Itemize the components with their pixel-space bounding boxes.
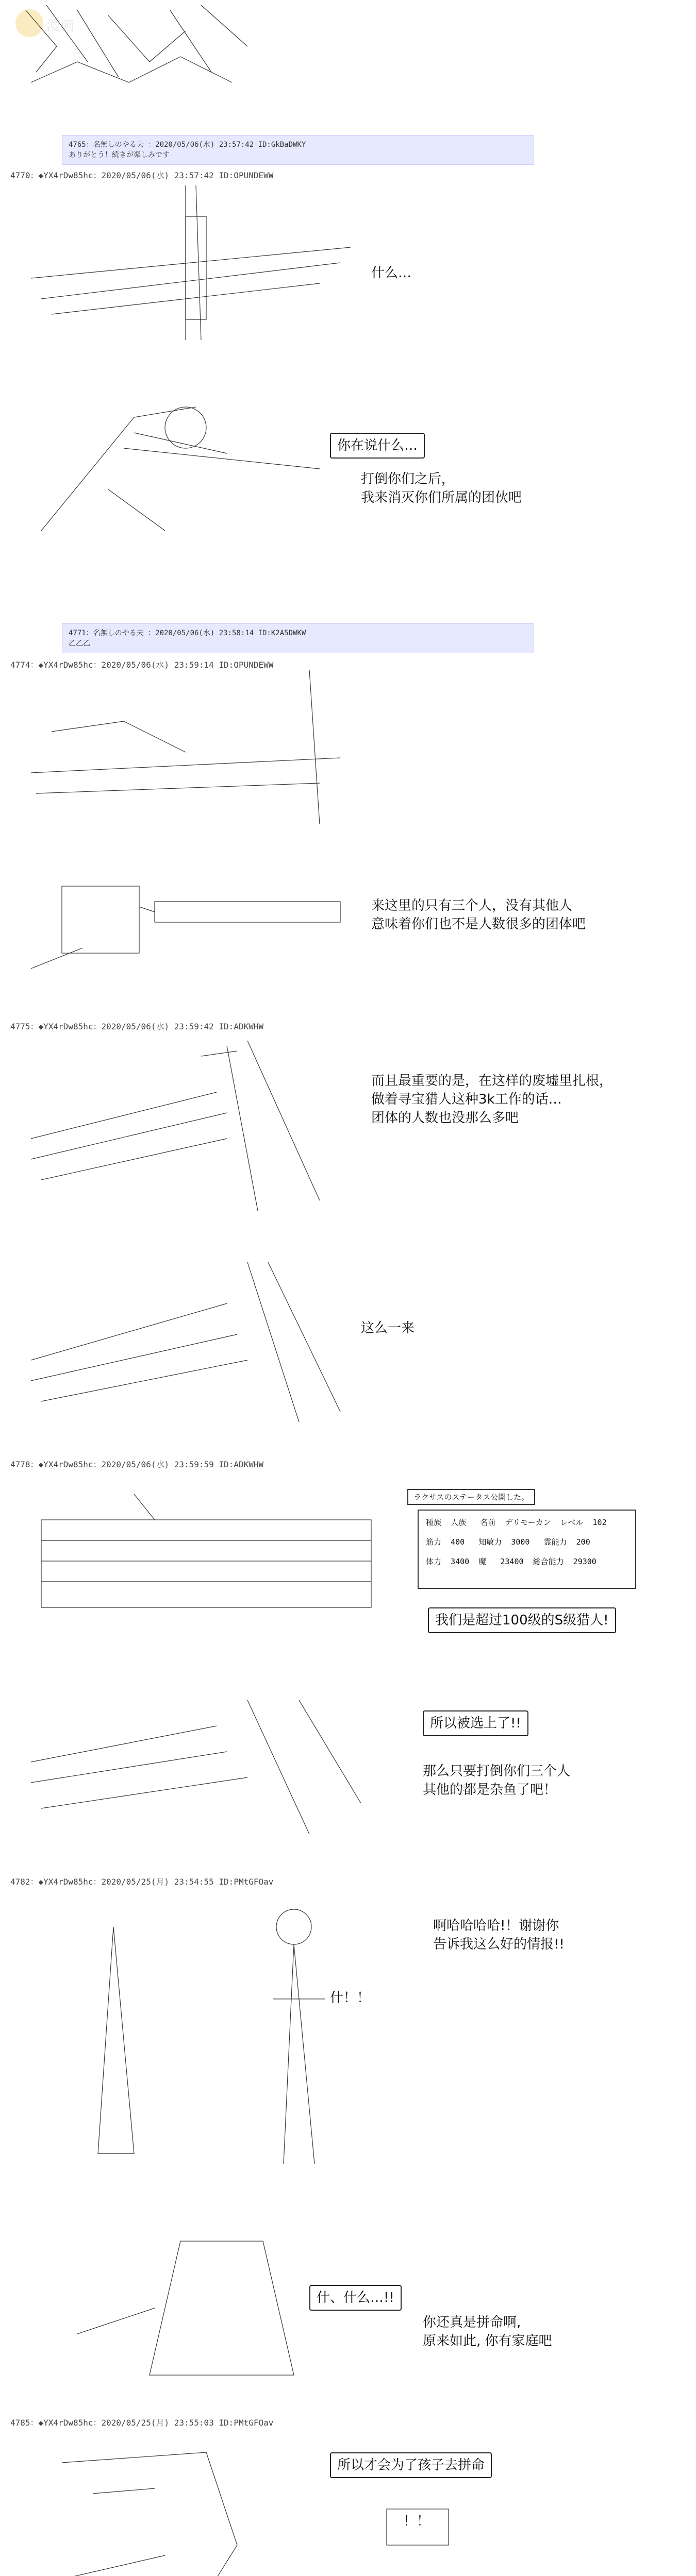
- status-cell: レベル: [560, 1518, 584, 1527]
- speech-bubble: 什、什么…!!: [309, 2285, 402, 2311]
- status-cell: 102: [592, 1518, 607, 1527]
- post-header: 4778：◆YX4rDw85hc：2020/05/06(水) 23:59:59 ID:ADKWHW: [10, 1460, 264, 1469]
- status-cell: 種族: [426, 1518, 442, 1527]
- speech-bubble: 我们是超过100级的S级猎人!: [428, 1607, 616, 1633]
- quoted-post-1: [62, 135, 534, 165]
- dialogue-block: [423, 1762, 570, 1799]
- dialogue-block: [371, 1072, 612, 1127]
- ascii-art-panel-9: [31, 1680, 361, 1844]
- status-cell: デリモーカン: [505, 1518, 551, 1527]
- ascii-art-panel-3: [31, 386, 320, 541]
- dialogue-block: [361, 470, 522, 507]
- status-cell: 知敏力: [478, 1537, 502, 1547]
- dialogue-line: 其他的都是杂鱼了吧！: [423, 1782, 557, 1798]
- ascii-art-panel-1: [15, 0, 263, 88]
- dialogue-line: 那么只要打倒你们三个人: [423, 1764, 571, 1779]
- ascii-art-panel-7: [31, 1247, 351, 1432]
- speech-bubble: 所以才会为了孩子去拼命: [330, 2452, 492, 2478]
- dialogue-line: 什么…: [371, 265, 412, 281]
- status-cell: 総合能力: [533, 1557, 564, 1566]
- dialogue-line: 打倒你们之后，: [361, 471, 455, 487]
- status-row: [426, 1536, 590, 1547]
- dialogue-block: [371, 896, 586, 934]
- status-cell: 29300: [573, 1557, 596, 1566]
- dialogue-line: 我来消灭你们所属的团伙吧: [361, 490, 522, 505]
- post-header: 4770：◆YX4rDw85hc：2020/05/06(水) 23:57:42 ID:OPUNDEWW: [10, 171, 274, 180]
- status-cell: 霊能力: [543, 1537, 567, 1547]
- ascii-art-panel-2: [31, 185, 351, 350]
- status-cell: 名前: [480, 1518, 496, 1527]
- status-cell: 3400: [451, 1557, 470, 1566]
- dialogue-line: 告诉我这么好的情报!!: [433, 1937, 565, 1952]
- status-cell: 400: [451, 1537, 465, 1547]
- ascii-art-panel-4: [31, 670, 340, 835]
- status-cell: 魔: [478, 1557, 487, 1566]
- watermark-text: 漫画: [46, 19, 76, 34]
- speech-bubble: 所以被选上了!!: [423, 1710, 528, 1736]
- dialogue-line: 啊哈哈哈哈!！谢谢你: [433, 1918, 559, 1934]
- dialogue-line: ！！: [403, 2514, 430, 2529]
- ascii-art-panel-6: [31, 1036, 351, 1211]
- dialogue-line: 意味着你们也不是人数很多的团体吧: [371, 917, 586, 932]
- ascii-art-panel-12: [31, 2432, 320, 2576]
- status-row: [426, 1556, 596, 1567]
- status-title: ラクサスのステータス公開した。: [407, 1489, 535, 1505]
- ascii-art-panel-11: [77, 2231, 345, 2385]
- post-header: 4782：◆YX4rDw85hc：2020/05/25(月) 23:54:55 ID:PMtGFOav: [10, 1877, 274, 1887]
- dialogue-line: 你还真是拼命啊,: [423, 2315, 521, 2330]
- status-window: [418, 1510, 636, 1589]
- dialogue-block: [423, 2313, 552, 2350]
- status-cell: 筋力: [426, 1537, 442, 1547]
- status-header-row: [426, 1517, 607, 1528]
- dialogue-line: 团体的人数也没那么多吧: [371, 1110, 519, 1126]
- dialogue-line: 做着寻宝猎人这种3k工作的话…: [371, 1092, 562, 1107]
- dialogue-line: 而且最重要的是，在这样的废墟里扎根，: [371, 1073, 613, 1089]
- ascii-art-panel-10: [77, 1896, 387, 2184]
- post-header: 4785：◆YX4rDw85hc：2020/05/25(月) 23:55:03 ID:PMtGFOav: [10, 2418, 274, 2428]
- status-cell: 23400: [500, 1557, 524, 1566]
- speech-bubble: 你在说什么…: [330, 433, 425, 459]
- dialogue-block: [433, 1917, 565, 1954]
- status-cell: 200: [576, 1537, 590, 1547]
- quote-line: 4765：名無しのやる夫 ：2020/05/06(水) 23:57:42 ID:GkBaDWKY: [69, 141, 306, 149]
- dialogue-line: 来这里的只有三个人，没有其他人: [371, 898, 573, 913]
- status-cell: 体力: [426, 1557, 442, 1566]
- status-cell: 人族: [451, 1518, 467, 1527]
- ascii-art-panel-8: [31, 1489, 392, 1623]
- status-cell: 3000: [511, 1537, 530, 1547]
- quote-line: 乙乙乙: [69, 639, 90, 648]
- quote-line: 4771：名無しのやる夫 ：2020/05/06(水) 23:58:14 ID:K2A5DWKW: [69, 629, 306, 637]
- ascii-art-panel-5: [31, 866, 351, 979]
- dialogue-line: 什！！: [330, 1990, 371, 2006]
- quoted-post-2: [62, 623, 534, 653]
- dialogue-line: 原来如此, 你有家庭吧: [423, 2333, 552, 2349]
- quote-line: ありがとう！続きが楽しみです: [69, 151, 170, 159]
- dialogue-line: 这么一来: [361, 1320, 415, 1336]
- post-header: 4774：◆YX4rDw85hc：2020/05/06(水) 23:59:14 ID:OPUNDEWW: [10, 660, 274, 670]
- post-header: 4775：◆YX4rDw85hc：2020/05/06(水) 23:59:42 ID:ADKWHW: [10, 1022, 264, 1031]
